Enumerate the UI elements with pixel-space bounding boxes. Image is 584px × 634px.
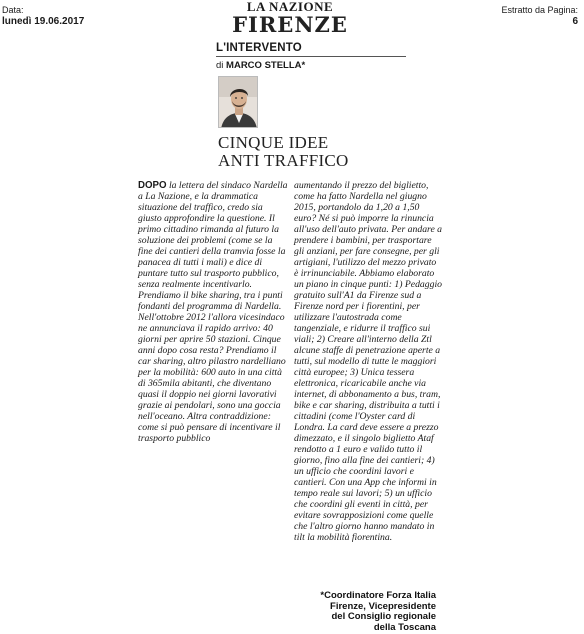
newspaper-masthead (220, 0, 360, 36)
footnote-line-1: *Coordinatore Forza Italia (320, 590, 436, 601)
author-name: MARCO STELLA* (226, 60, 306, 71)
author-footnote (294, 591, 436, 633)
lead-word: DOPO (138, 180, 167, 191)
article-rubric: L'INTERVENTO (216, 42, 302, 54)
clipping-page-block (501, 4, 578, 28)
rubric-divider (216, 56, 406, 57)
article-byline (216, 60, 440, 71)
article-body-column-2 (294, 180, 442, 543)
column-2-text: aumentando il prezzo del biglietto, come ha fatto Nardella nel giugno 2015, portandolo da 1,20 a 1,50 euro? Né si può imporre la rinuncia all'uso dell'auto privata. Per andare a prendere i bambini, per trasportare gli anziani, per fare consegne, per gli artigiani, l'utilizzo del mezzo privato è irrinunciabile. Abbiamo elaborato un piano in cinque punti: 1) Pedaggio gratuito sull'A1 da Firenze sud a Firenze nord per i fiorentini, per utilizzare l'autostrada come tangenziale, e ridurre il traffico sui viali; 2) Creare all'interno della Ztl alcune staffe di penetrazione aperte a tutti, sul modello di tutte le maggiori città europee; 3) Unica tessera elettronica, ricaricabile anche via internet, di abbonamento a bus, tram, bike e car sharing, distribuita a tutti i cittadini (come l'Oyster card di Londra. La card deve essere a prezzo dimezzato, e il singolo biglietto Ataf rendotto a 1 euro e valido tutto il giorno, fino alla fine dei cantieri; 4) un ufficio che coordini lavori e cantieri. Con una App che informi in tempo reale sui lavori; 5) un ufficio che coordini gli eventi in città, per evitare sovrapposizioni come quelle che l'altro giorno hanno mandato in tilt la mobilità fiorentina. (294, 180, 443, 543)
publication-date: lunedì 19.06.2017 (2, 16, 85, 27)
author-portrait (218, 76, 258, 128)
article-body-column-1 (138, 180, 288, 444)
page-label: Estratto da Pagina: (501, 5, 578, 15)
article-header (140, 42, 440, 71)
date-label: Data: (2, 5, 24, 15)
footnote-line-4: della Toscana (373, 621, 436, 633)
headline-line-2: ANTI TRAFFICO (218, 151, 349, 170)
clipping-date-block (2, 4, 84, 28)
newspaper-name: LA NAZIONE (246, 0, 334, 14)
footnote-line-3: del Consiglio regionale (331, 611, 436, 622)
footnote-line-2: Firenze, Vicepresidente (330, 600, 436, 612)
article-headline (218, 134, 349, 170)
column-1-text: la lettera del sindaco Nardella a La Nazione, e la drammatica situazione del traffico, credo sia giusto approfondire la questione. Il primo cittadino rimanda al futuro la soluzione dei problemi (come se la fine dei cantieri della tramvia fosse la panacea di tutti i mali) e dice di puntare tutto sul trasporto pubblico, senza realmente incentivarlo. Prendiamo il bike sharing, tra i punti fondanti del programma di Nardella. Nell'ottobre 2012 l'allora vicesindaco ne annunciava il rapido arrivo: 40 giorni per aprire 50 stazioni. Cinque anni dopo cosa resta? Prendiamo il car sharing, altro pilastro nardelliano per la mobilità: 600 auto in una città di 365mila abitanti, che diventano quasi il doppio nei giorni lavorativi grazie ai pendolari, sono una goccia nell'oceano. Altra contraddizione: come si può pensare di incentivare il trasporto pubblico (138, 180, 288, 444)
byline-prefix: di (216, 60, 224, 71)
page-number: 6 (572, 16, 578, 27)
author-portrait-image (219, 77, 258, 128)
headline-line-1: CINQUE IDEE (218, 133, 329, 152)
edition-city: FIRENZE (232, 12, 348, 37)
